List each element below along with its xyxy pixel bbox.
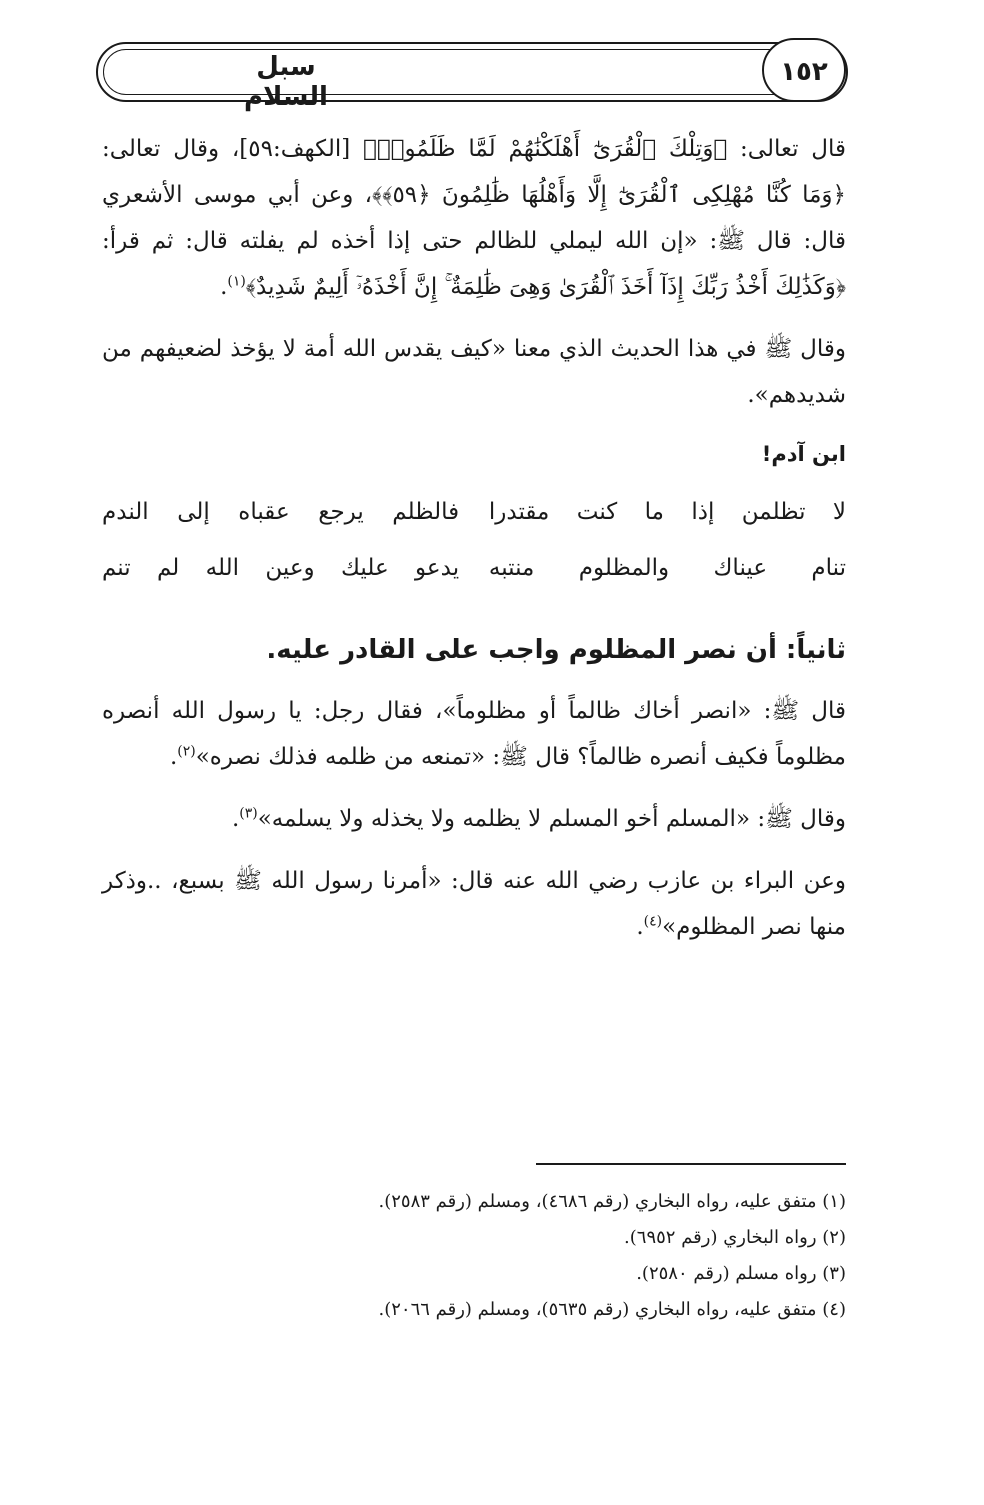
section-heading: ثانياً: أن نصر المظلوم واجب على القادر عليه.	[266, 635, 846, 665]
footnote-ref-3: (٣)	[239, 805, 258, 822]
footnote-ref-1: (١)	[227, 273, 246, 290]
footnote-1: (١) متفق عليه، رواه البخاري (رقم ٤٦٨٦)، ومسلم (رقم ٢٥٨٣).	[378, 1191, 846, 1212]
footnote-ref-2: (٢)	[177, 743, 196, 760]
footnote-2: (٢) رواه البخاري (رقم ٦٩٥٢).	[624, 1227, 846, 1248]
paragraph-1-text: قال تعالى: ﴿وَتِلْكَ ٱلْقُرَىٰٓ أَهْلَكْنَٰهُمْ لَمَّا ظَلَمُوا۟﴾ [الكهف:٥٩]، وقال تعالى: ﴿وَمَا كُنَّا مُهْلِكِى ٱلْقُرَىٰٓ إِلَّا وَأَهْلُهَا ظَٰلِمُونَ ﴿٥٩﴾﴾، وعن أبي موسى الأشعري قال: قال ﷺ: «إن الله ليملي للظالم حتى إذا أخذه لم يفلته قال: ثم قرأ: ﴿وَكَذَٰلِكَ أَخْذُ رَبِّكَ إِذَآ أَخَذَ ٱلْقُرَىٰ وَهِىَ ظَٰلِمَةٌ ۚ إِنَّ أَخْذَهُۥٓ أَلِيمٌ شَدِيدٌ﴾	[102, 136, 847, 300]
verse-2-second-hemistich: يدعو عليك وعين الله لم تنم	[102, 555, 460, 581]
paragraph-4-text: وقال ﷺ: «المسلم أخو المسلم لا يظلمه ولا يخذله ولا يسلمه»	[257, 806, 846, 832]
verse-line-1	[102, 484, 846, 540]
paragraph-3-text: قال ﷺ: «انصر أخاك ظالماً أو مظلوماً»، فقال رجل: يا رسول الله أنصره مظلوماً فكيف أنصره ظالماً؟ قال ﷺ: «تمنعه من ظلمه فذلك نصره»	[102, 698, 846, 770]
footnote-3: (٣) رواه مسلم (رقم ٢٥٨٠).	[636, 1263, 846, 1284]
running-title: سبل السلام	[244, 52, 328, 112]
verse-1-first-hemistich: لا تظلمن إذا ما كنت مقتدرا	[488, 499, 846, 525]
footnote-divider	[536, 1163, 846, 1165]
paragraph-1: قال تعالى: ﴿وَتِلْكَ ٱلْقُرَىٰٓ أَهْلَكْنَٰهُمْ لَمَّا ظَلَمُوا۟﴾ [الكهف:٥٩]، وقال تعالى: ﴿وَمَا كُنَّا مُهْلِكِى ٱلْقُرَىٰٓ إِلَّا وَأَهْلُهَا ظَٰلِمُونَ ﴿٥٩﴾﴾، وعن أبي موسى الأشعري قال: قال ﷺ: «إن الله ليملي للظالم حتى إذا أخذه لم يفلته قال: ثم قرأ: ﴿وَكَذَٰلِكَ أَخْذُ رَبِّكَ إِذَآ أَخَذَ ٱلْقُرَىٰ وَهِىَ ظَٰلِمَةٌ ۚ إِنَّ أَخْذَهُۥٓ أَلِيمٌ شَدِيدٌ﴾$^{(١)}$.	[102, 136, 847, 300]
page-body	[102, 126, 846, 966]
footnote-4: (٤) متفق عليه، رواه البخاري (رقم ٥٦٣٥)، ومسلم (رقم ٢٠٦٦).	[378, 1299, 846, 1320]
paragraph-2: وقال ﷺ في هذا الحديث الذي معنا «كيف يقدس الله أمة لا يؤخذ لضعيفهم من شديدهم».	[102, 336, 846, 408]
paragraph-5-text: وعن البراء بن عازب رضي الله عنه قال: «أمرنا رسول الله ﷺ بسبع، ..وذكر منها نصر المظلوم»	[102, 868, 846, 940]
verse-line-2	[102, 540, 846, 596]
footnote-ref-4: (٤)	[643, 913, 663, 930]
header-frame	[96, 42, 848, 102]
page-number: ١٥٢	[762, 38, 846, 102]
paragraph-5: وعن البراء بن عازب رضي الله عنه قال: «أمرنا رسول الله ﷺ بسبع، ..وذكر منها نصر المظلوم»$^{(٤)}$.	[102, 868, 846, 940]
verse-1-second-hemistich: فالظلم يرجع عقباه إلى الندم	[102, 499, 460, 525]
verse-2-first-hemistich: تنام عيناك والمظلوم منتبه	[488, 555, 846, 581]
paragraph-3: قال ﷺ: «انصر أخاك ظالماً أو مظلوماً»، فقال رجل: يا رسول الله أنصره مظلوماً فكيف أنصره ظالماً؟ قال ﷺ: «تمنعه من ظلمه فذلك نصره»$^{(٢)}$.	[102, 698, 846, 770]
verse-intro: ابن آدم!	[761, 442, 846, 466]
footnotes	[102, 1184, 846, 1328]
page-header	[96, 42, 848, 112]
paragraph-4: وقال ﷺ: «المسلم أخو المسلم لا يظلمه ولا يخذله ولا يسلمه»$^{(٣)}$.	[231, 805, 846, 832]
